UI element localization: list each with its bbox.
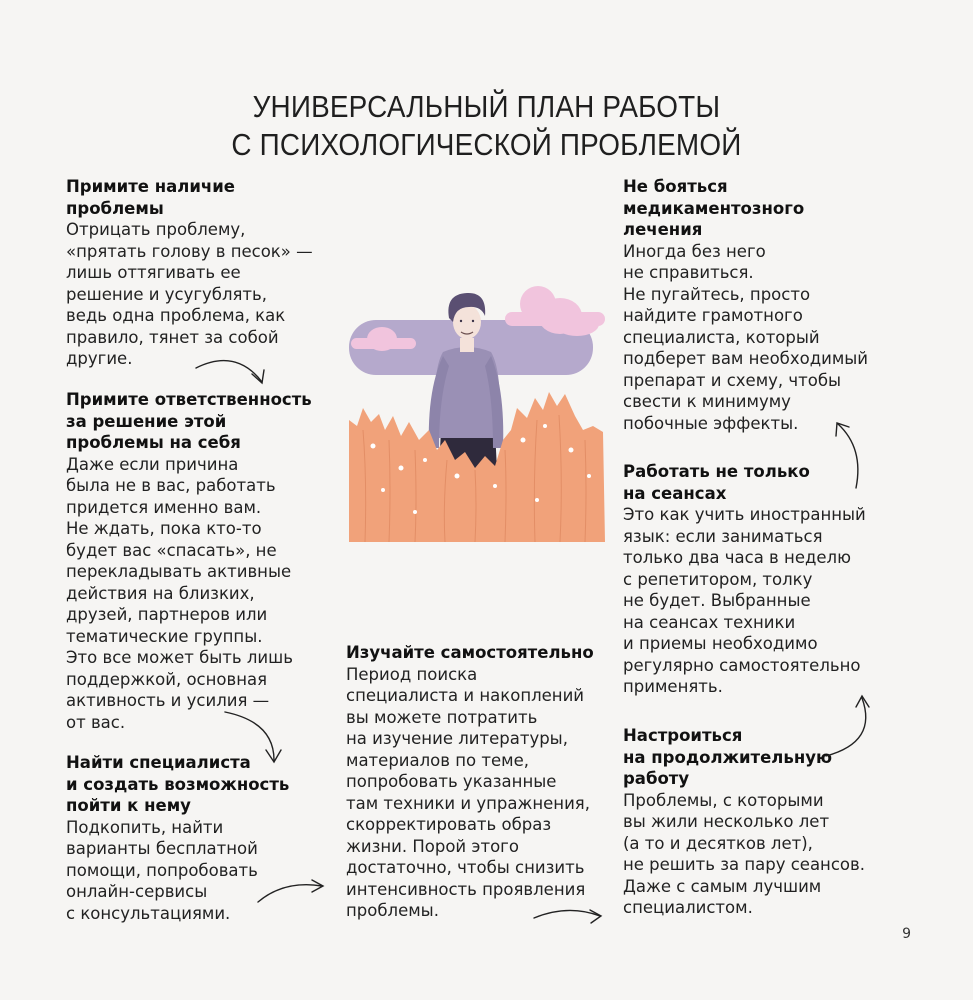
step-body: Проблемы, с которыми вы жили несколько лет (а то и десятков лет), не решить за пару сеансов. Даже с самым лучшим специалистом. xyxy=(623,790,865,917)
arrow-icon xyxy=(196,361,264,383)
step-heading: Найти специалиста и создать возможность пойти к нему xyxy=(66,753,290,815)
step-heading: Работать не только на сеансах xyxy=(623,462,810,503)
arrow-icon xyxy=(258,880,323,902)
step-body: Даже если причина была не в вас, работать придется именно вам. Не ждать, пока кто-то будет вас «спасать», не перекладывать активные действия на близких, друзей, партнеров или тематические группы. Это все может быть лишь поддержкой, основная активность и усилия — от вас. xyxy=(66,454,293,732)
step-heading: Настроиться на продолжительную работу xyxy=(623,726,833,788)
step-body: Отрицать проблему, «прятать голову в песок» — лишь оттягивать ее решение и усугублять, ведь одна проблема, как правило, тянет за собой другие. xyxy=(66,220,313,368)
step-heading: Не бояться медикаментозного лечения xyxy=(623,177,805,239)
step-heading: Изучайте самостоятельно xyxy=(346,643,594,662)
arrow-icon xyxy=(225,712,281,762)
step-heading: Примите наличие проблемы xyxy=(66,177,235,218)
page-number: 9 xyxy=(902,926,911,942)
arrow-icon xyxy=(534,910,601,923)
title-line-2: С ПСИХОЛОГИЧЕСКОЙ ПРОБЛЕМОЙ xyxy=(231,127,742,162)
step-heading: Примите ответственность за решение этой проблемы на себя xyxy=(66,390,312,452)
arrow-icon xyxy=(826,696,869,756)
title-line-1: УНИВЕРСАЛЬНЫЙ ПЛАН РАБОТЫ xyxy=(252,89,721,124)
step-body: Подкопить, найти варианты бесплатной помощи, попробовать онлайн-сервисы с консультациями. xyxy=(66,817,258,923)
step-body: Это как учить иностранный язык: если заниматься только два часа в неделю с репетитором, толку не будет. Выбранные на сеансах техники и приемы необходимо регулярно самостоятельно применять. xyxy=(623,505,866,696)
step-body: Иногда без него не справиться. Не пугайтесь, просто найдите грамотного специалиста, который подберет вам необходимый препарат и схему, чтобы свести к минимуму побочные эффекты. xyxy=(623,241,869,433)
arrow-icon xyxy=(836,423,858,488)
step-body: Период поиска специалиста и накоплений вы можете потратить на изучение литературы, материалов по теме, попробовать указанные там техники и упражнения, скорректировать образ жизни. Порой этого достаточно, чтобы снизить интенсивность проявления проблемы. xyxy=(346,664,590,920)
